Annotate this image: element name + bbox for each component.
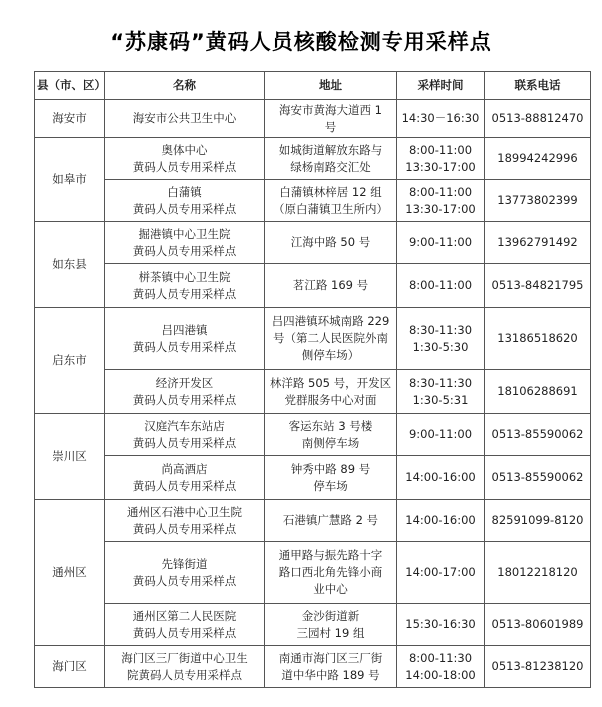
table-row bbox=[35, 500, 591, 542]
time-cell: 8:30-11:30 1:30-5:30 bbox=[397, 308, 485, 370]
table-row bbox=[35, 100, 591, 138]
time-cell: 14:00-16:00 bbox=[397, 500, 485, 542]
time-cell: 8:30-11:30 1:30-5:31 bbox=[397, 370, 485, 414]
site-name-cell: 吕四港镇 黄码人员专用采样点 bbox=[105, 308, 265, 370]
table-row bbox=[35, 222, 591, 264]
header-name: 名称 bbox=[105, 72, 265, 100]
phone-cell: 13962791492 bbox=[485, 222, 591, 264]
table-row bbox=[35, 456, 591, 500]
address-cell: 江海中路 50 号 bbox=[265, 222, 397, 264]
time-cell: 14:30－16:30 bbox=[397, 100, 485, 138]
site-name-cell: 海门区三厂街道中心卫生 院黄码人员专用采样点 bbox=[105, 646, 265, 688]
table-row bbox=[35, 180, 591, 222]
time-cell: 8:00-11:00 13:30-17:00 bbox=[397, 180, 485, 222]
time-cell: 8:00-11:00 13:30-17:00 bbox=[397, 138, 485, 180]
phone-cell: 0513-84821795 bbox=[485, 264, 591, 308]
phone-cell: 18106288691 bbox=[485, 370, 591, 414]
region-cell: 如东县 bbox=[35, 222, 105, 308]
region-cell: 通州区 bbox=[35, 500, 105, 646]
time-cell: 8:00-11:30 14:00-18:00 bbox=[397, 646, 485, 688]
address-cell: 通甲路与振先路十字 路口西北角先锋小商 业中心 bbox=[265, 542, 397, 604]
region-cell: 海安市 bbox=[35, 100, 105, 138]
table-row bbox=[35, 264, 591, 308]
site-name-cell: 尚高酒店 黄码人员专用采样点 bbox=[105, 456, 265, 500]
address-cell: 石港镇广慧路 2 号 bbox=[265, 500, 397, 542]
phone-cell: 13773802399 bbox=[485, 180, 591, 222]
time-cell: 9:00-11:00 bbox=[397, 222, 485, 264]
phone-cell: 0513-80601989 bbox=[485, 604, 591, 646]
address-cell: 如城街道解放东路与 绿杨南路交汇处 bbox=[265, 138, 397, 180]
table-header-row bbox=[35, 72, 591, 100]
site-name-cell: 汉庭汽车东站店 黄码人员专用采样点 bbox=[105, 414, 265, 456]
phone-cell: 0513-85590062 bbox=[485, 456, 591, 500]
header-phone: 联系电话 bbox=[485, 72, 591, 100]
phone-cell: 0513-81238120 bbox=[485, 646, 591, 688]
site-name-cell: 白蒲镇 黄码人员专用采样点 bbox=[105, 180, 265, 222]
site-name-cell: 栟茶镇中心卫生院 黄码人员专用采样点 bbox=[105, 264, 265, 308]
phone-cell: 13186518620 bbox=[485, 308, 591, 370]
document-title: “苏康码”黄码人员核酸检测专用采样点 bbox=[110, 30, 492, 54]
region-cell: 启东市 bbox=[35, 308, 105, 414]
time-cell: 15:30-16:30 bbox=[397, 604, 485, 646]
header-region: 县（市、区） bbox=[35, 72, 105, 100]
site-name-cell: 经济开发区 黄码人员专用采样点 bbox=[105, 370, 265, 414]
address-cell: 客运东站 3 号楼 南侧停车场 bbox=[265, 414, 397, 456]
site-name-cell: 通州区第二人民医院 黄码人员专用采样点 bbox=[105, 604, 265, 646]
phone-cell: 0513-85590062 bbox=[485, 414, 591, 456]
address-cell: 金沙街道新 三园村 19 组 bbox=[265, 604, 397, 646]
time-cell: 14:00-17:00 bbox=[397, 542, 485, 604]
time-cell: 9:00-11:00 bbox=[397, 414, 485, 456]
phone-cell: 0513-88812470 bbox=[485, 100, 591, 138]
sampling-sites-table bbox=[34, 71, 591, 688]
site-name-cell: 奥体中心 黄码人员专用采样点 bbox=[105, 138, 265, 180]
address-cell: 吕四港镇环城南路 229 号（第二人民医院外南 侧停车场） bbox=[265, 308, 397, 370]
time-cell: 14:00-16:00 bbox=[397, 456, 485, 500]
site-name-cell: 海安市公共卫生中心 bbox=[105, 100, 265, 138]
time-cell: 8:00-11:00 bbox=[397, 264, 485, 308]
table-row bbox=[35, 138, 591, 180]
table-row bbox=[35, 604, 591, 646]
table-row bbox=[35, 542, 591, 604]
region-cell: 海门区 bbox=[35, 646, 105, 688]
phone-cell: 82591099-8120 bbox=[485, 500, 591, 542]
address-cell: 南通市海门区三厂街 道中华中路 189 号 bbox=[265, 646, 397, 688]
table-row bbox=[35, 370, 591, 414]
address-cell: 白蒲镇林梓居 12 组 （原白蒲镇卫生所内） bbox=[265, 180, 397, 222]
site-name-cell: 掘港镇中心卫生院 黄码人员专用采样点 bbox=[105, 222, 265, 264]
phone-cell: 18994242996 bbox=[485, 138, 591, 180]
header-time: 采样时间 bbox=[397, 72, 485, 100]
address-cell: 林洋路 505 号，开发区 党群服务中心对面 bbox=[265, 370, 397, 414]
phone-cell: 18012218120 bbox=[485, 542, 591, 604]
site-name-cell: 通州区石港中心卫生院 黄码人员专用采样点 bbox=[105, 500, 265, 542]
address-cell: 钟秀中路 89 号 停车场 bbox=[265, 456, 397, 500]
table-row bbox=[35, 414, 591, 456]
address-cell: 茗江路 169 号 bbox=[265, 264, 397, 308]
table-row bbox=[35, 308, 591, 370]
table-row bbox=[35, 646, 591, 688]
address-cell: 海安市黄海大道西 1 号 bbox=[265, 100, 397, 138]
header-address: 地址 bbox=[265, 72, 397, 100]
region-cell: 崇川区 bbox=[35, 414, 105, 500]
region-cell: 如皋市 bbox=[35, 138, 105, 222]
site-name-cell: 先锋街道 黄码人员专用采样点 bbox=[105, 542, 265, 604]
